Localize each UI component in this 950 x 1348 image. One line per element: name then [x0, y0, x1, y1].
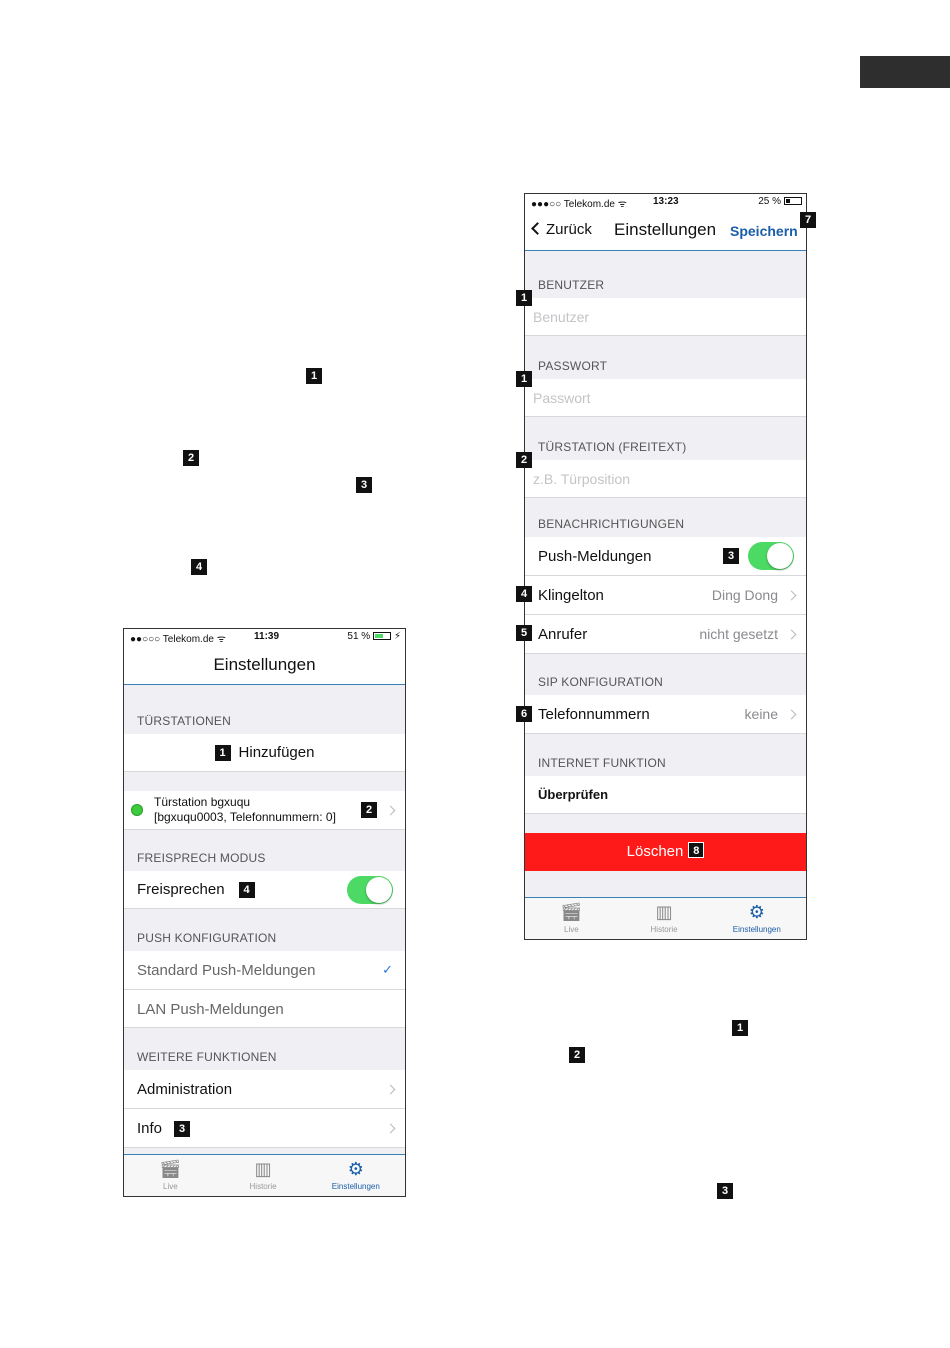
push-toggle[interactable]	[748, 542, 794, 570]
checkmark-icon: ✓	[382, 962, 393, 977]
chevron-right-icon	[386, 806, 396, 816]
section-header-tuerstation: TÜRSTATION (FREITEXT)	[538, 440, 687, 454]
battery-indicator: 51 % ⚡	[347, 631, 401, 642]
toggle-knob	[767, 543, 793, 569]
add-label: Hinzufügen	[238, 744, 315, 761]
administration-label: Administration	[137, 1081, 233, 1098]
film-strip-icon: ▥	[254, 1159, 272, 1179]
save-button[interactable]: Speichern	[730, 223, 798, 239]
anrufer-label: Anrufer	[538, 626, 588, 643]
chevron-right-icon	[386, 1124, 396, 1134]
section-header-weitere: WEITERE FUNKTIONEN	[137, 1050, 277, 1064]
status-dot-icon	[131, 804, 143, 816]
push-lan-option[interactable]	[124, 990, 405, 1028]
battery-indicator	[758, 196, 802, 207]
telefonnummern-label: Telefonnummern	[538, 706, 650, 723]
marker-1: 1	[516, 290, 532, 306]
tab-einstellungen-label: Einstellungen	[331, 1182, 380, 1191]
benutzer-placeholder: Benutzer	[533, 309, 590, 325]
push-standard-label: Standard Push-Meldungen	[137, 962, 316, 979]
telefonnummern-value: keine	[744, 706, 778, 722]
tab-einstellungen[interactable]	[309, 1159, 402, 1191]
section-header-internet: INTERNET FUNKTION	[538, 756, 666, 770]
door-station-details: [bgxuqu0003, Telefonnummern: 0]	[154, 810, 336, 824]
status-bar	[525, 194, 806, 210]
marker-4: 4	[191, 559, 207, 575]
tab-historie-label: Historie	[249, 1182, 277, 1191]
push-standard-option[interactable]	[124, 951, 405, 990]
add-station-button[interactable]	[124, 734, 405, 772]
chevron-right-icon	[787, 591, 797, 601]
chevron-left-icon	[531, 222, 544, 235]
info-text: Info	[137, 1120, 163, 1137]
marker-2: 2	[361, 802, 377, 818]
tab-bar	[124, 1154, 405, 1196]
info-item[interactable]	[124, 1109, 405, 1148]
status-time: 11:39	[254, 631, 280, 642]
marker-2: 2	[569, 1047, 585, 1063]
freisprechen-toggle[interactable]	[347, 876, 393, 904]
status-time: 13:23	[653, 196, 679, 207]
tuerstation-field[interactable]	[525, 460, 806, 498]
tab-historie[interactable]	[217, 1159, 310, 1191]
status-bar	[124, 629, 405, 645]
marker-7: 7	[800, 212, 816, 228]
tab-einstellungen[interactable]	[710, 902, 803, 934]
battery-percent: 25 %	[758, 196, 781, 207]
ueberpruefen-item[interactable]	[525, 776, 806, 814]
passwort-placeholder: Passwort	[533, 390, 591, 406]
marker-2: 2	[183, 450, 199, 466]
right-phone-screenshot	[524, 193, 807, 940]
section-header-tuerstationen: TÜRSTATIONEN	[137, 714, 231, 728]
battery-percent: 51 %	[347, 631, 371, 642]
tab-historie[interactable]	[618, 902, 711, 934]
tab-live[interactable]	[525, 902, 618, 934]
tab-live-label: Live	[163, 1182, 178, 1191]
benutzer-field[interactable]	[525, 298, 806, 336]
toggle-knob	[366, 877, 392, 903]
tab-bar	[525, 897, 806, 939]
clapperboard-icon: 🎬︎	[158, 1159, 182, 1179]
marker-4: 4	[239, 882, 255, 898]
tab-einstellungen-label: Einstellungen	[732, 925, 781, 934]
section-header-benachrichtigungen: BENACHRICHTIGUNGEN	[538, 517, 685, 531]
left-phone-screenshot	[123, 628, 406, 1197]
gears-icon: ⚙	[347, 1159, 364, 1179]
carrier-text: ●●○○○ Telekom.de ᯤ	[130, 634, 226, 645]
nav-bar	[124, 645, 405, 685]
door-station-text	[154, 795, 336, 825]
gears-icon: ⚙	[748, 902, 765, 922]
klingelton-value: Ding Dong	[711, 587, 778, 603]
delete-button[interactable]	[525, 833, 806, 871]
marker-1: 1	[306, 368, 322, 384]
freisprechen-label	[137, 881, 255, 898]
page-title: Einstellungen	[614, 220, 717, 239]
section-header-sip: SIP KONFIGURATION	[538, 675, 663, 689]
page-edge-tab	[860, 56, 950, 88]
marker-2: 2	[516, 452, 532, 468]
tab-historie-label: Historie	[650, 925, 678, 934]
back-button[interactable]	[533, 221, 592, 238]
marker-3: 3	[174, 1121, 190, 1137]
back-label: Zurück	[546, 221, 592, 238]
ueberpruefen-label: Überprüfen	[538, 787, 609, 802]
carrier-text: ●●●○○ Telekom.de ᯤ	[531, 199, 627, 210]
section-header-push: PUSH KONFIGURATION	[137, 931, 277, 945]
push-row	[525, 537, 806, 576]
marker-1: 1	[516, 371, 532, 387]
marker-3: 3	[356, 477, 372, 493]
klingelton-label: Klingelton	[538, 587, 604, 604]
door-station-name: Türstation bgxuqu	[154, 795, 251, 809]
administration-item[interactable]	[124, 1070, 405, 1109]
klingelton-item[interactable]	[525, 576, 806, 615]
film-strip-icon: ▥	[655, 902, 673, 922]
delete-label: Löschen	[626, 843, 684, 860]
freisprechen-row	[124, 871, 405, 909]
section-header-freisprech: FREISPRECH MODUS	[137, 851, 266, 865]
info-label	[137, 1120, 190, 1137]
chevron-right-icon	[386, 1085, 396, 1095]
section-header-benutzer: BENUTZER	[538, 278, 605, 292]
tab-live-label: Live	[564, 925, 579, 934]
marker-8: 8	[688, 842, 704, 858]
passwort-field[interactable]	[525, 379, 806, 417]
battery-icon	[784, 197, 802, 205]
marker-1: 1	[215, 745, 231, 761]
door-station-item[interactable]	[124, 791, 405, 830]
push-lan-label: LAN Push-Meldungen	[137, 1001, 284, 1018]
chevron-right-icon	[787, 630, 797, 640]
anrufer-value: nicht gesetzt	[699, 626, 778, 642]
telefonnummern-item[interactable]	[525, 695, 806, 734]
marker-1: 1	[732, 1020, 748, 1036]
marker-3: 3	[723, 548, 739, 564]
anrufer-item[interactable]	[525, 615, 806, 654]
marker-6: 6	[516, 706, 532, 722]
page-title: Einstellungen	[213, 655, 316, 674]
tab-live[interactable]	[124, 1159, 217, 1191]
marker-4: 4	[516, 586, 532, 602]
add-station-row	[124, 744, 405, 761]
push-label: Push-Meldungen	[538, 548, 652, 565]
nav-bar	[525, 210, 806, 251]
tuerstation-placeholder: z.B. Türposition	[533, 471, 631, 487]
clapperboard-icon: 🎬︎	[559, 902, 583, 922]
freisprechen-text: Freisprechen	[137, 881, 225, 898]
section-header-passwort: PASSWORT	[538, 359, 608, 373]
battery-icon	[373, 632, 391, 640]
marker-5: 5	[516, 625, 532, 641]
chevron-right-icon	[787, 710, 797, 720]
marker-3: 3	[717, 1183, 733, 1199]
